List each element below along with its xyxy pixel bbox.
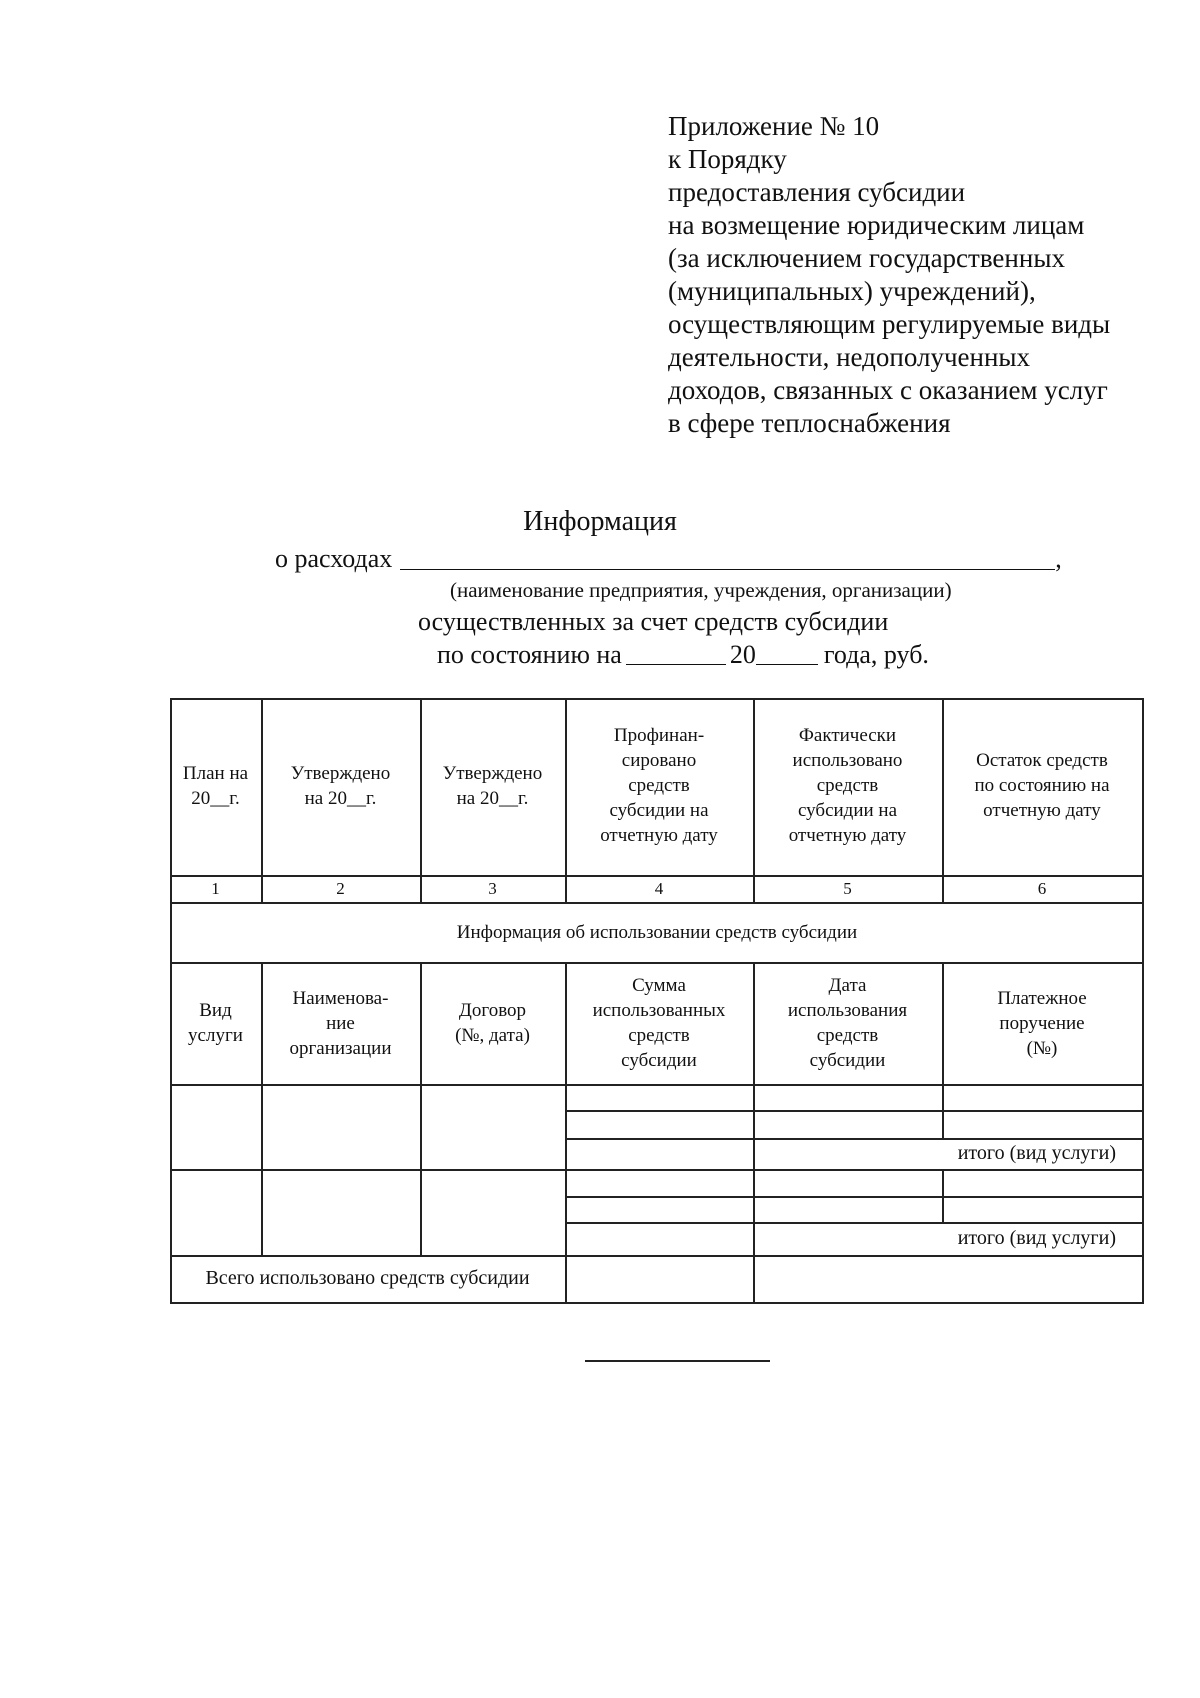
date-blank[interactable]: [626, 642, 726, 665]
subsidy-table: [170, 698, 1144, 1304]
date-prefix: по состоянию на: [437, 640, 622, 669]
table-rule: [170, 1169, 1144, 1171]
appendix-line: (за исключением государственных: [668, 243, 1065, 273]
detail-header-cell: Сумма использованных средств субсидии: [592, 975, 726, 1071]
header-cell: Утверждено на 20__г.: [442, 762, 543, 809]
subsidy-line: осуществленных за счет средств субсидии: [418, 607, 889, 636]
expenses-line: [275, 543, 1062, 574]
appendix-line: Приложение № 10: [668, 111, 880, 141]
section-title: Информация об использовании средств субсидии: [456, 921, 858, 943]
table-rule: [565, 1110, 1144, 1112]
year-blank[interactable]: [756, 642, 818, 665]
detail-header-cell: Дата использования средств субсидии: [787, 975, 908, 1071]
table-rule: [942, 1169, 944, 1222]
header-cell: Фактически использовано средств субсидии на отчетную дату: [788, 725, 907, 846]
column-number: 4: [654, 879, 664, 898]
header-cell: План на 20__г.: [182, 762, 249, 809]
table-rule: [565, 1196, 1144, 1198]
date-year: 20: [729, 640, 756, 669]
detail-header-cell: Вид услуги: [188, 1000, 243, 1046]
header-cell: Профинан- сировано средств субсидии на отчетную дату: [600, 725, 718, 846]
appendix-line: осуществляющим регулируемые виды: [668, 309, 1111, 339]
total-label: Всего использовано средств субсидии: [205, 1267, 530, 1289]
table-rule: [170, 1302, 1144, 1304]
date-suffix: года, руб.: [823, 640, 929, 669]
expenses-suffix: ,: [1055, 544, 1062, 573]
subtotal-label: итого (вид услуги): [957, 1142, 1116, 1164]
subtotal-label: итого (вид услуги): [957, 1227, 1116, 1249]
end-rule: [585, 1360, 770, 1362]
column-number: 3: [488, 879, 497, 898]
appendix-line: деятельности, недополученных: [668, 342, 1031, 372]
detail-header-cell: Договор (№, дата): [455, 1000, 530, 1046]
date-line: [437, 640, 929, 670]
appendix-line: доходов, связанных с оказанием услуг: [668, 375, 1108, 405]
document-title: Информация: [523, 506, 677, 537]
table-rule: [170, 698, 1144, 700]
appendix-line: в сфере теплоснабжения: [668, 408, 951, 438]
table-rule: [170, 1084, 1144, 1086]
header-cell: Остаток средств по состоянию на отчетную дату: [974, 750, 1110, 821]
appendix-line: к Порядку: [668, 144, 787, 174]
detail-header-cell: Наименова- ние организации: [289, 987, 392, 1059]
appendix-block: [668, 110, 1110, 440]
appendix-line: на возмещение юридическим лицам: [668, 210, 1085, 240]
detail-header-cell: Платежное поручение (№): [997, 987, 1087, 1059]
column-number: 2: [336, 879, 345, 898]
expenses-prefix: о расходах: [275, 544, 393, 573]
column-number: 6: [1037, 879, 1047, 898]
organization-name-blank[interactable]: [400, 543, 1055, 570]
table-rule: [1142, 698, 1144, 1304]
column-number: 1: [211, 879, 220, 898]
column-number: 5: [843, 879, 852, 898]
header-cell: Утверждено на 20__г.: [290, 762, 391, 809]
organization-caption: (наименование предприятия, учреждения, организации): [450, 578, 952, 602]
appendix-line: (муниципальных) учреждений),: [668, 276, 1036, 306]
appendix-line: предоставления субсидии: [668, 177, 966, 207]
